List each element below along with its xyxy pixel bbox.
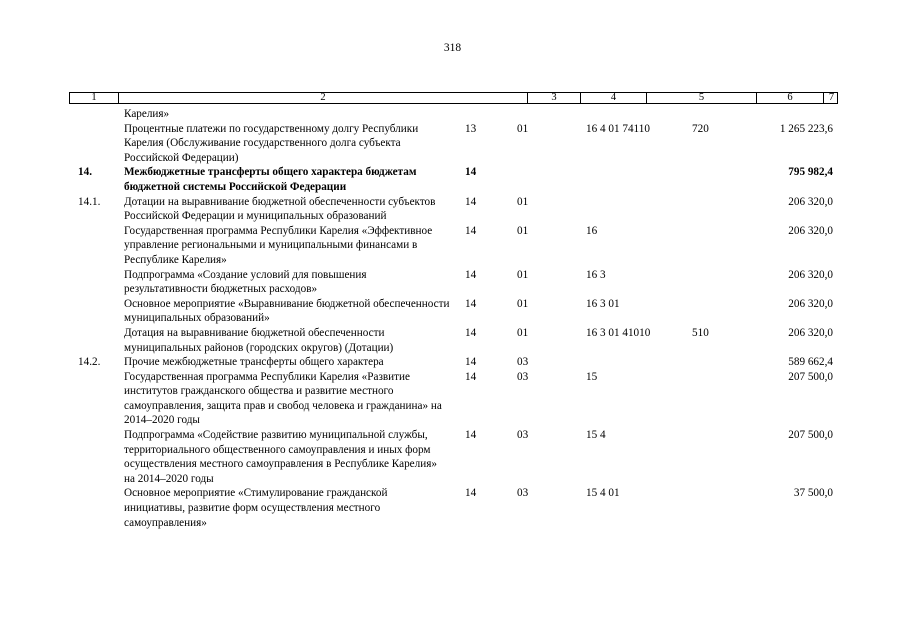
table-row bbox=[0, 355, 905, 370]
table-row bbox=[0, 224, 905, 268]
row-name: Подпрограмма «Создание условий для повышения результативности бюджетных расходов» bbox=[124, 268, 367, 296]
row-name: Государственная программа Республики Карелия «Развитие институтов гражданского общества и развитие местного самоуправления, защита прав и свобод человека и гражданина» на 2014–2020 годы bbox=[124, 370, 442, 427]
amount: 207 500,0 bbox=[788, 370, 833, 383]
section-code: 14 bbox=[465, 224, 477, 237]
subsection-code: 01 bbox=[517, 224, 529, 237]
table-row bbox=[0, 428, 905, 486]
amount: 206 320,0 bbox=[788, 224, 833, 237]
table-header bbox=[69, 92, 838, 104]
page-number: 318 bbox=[443, 42, 462, 54]
header-col-2: 2 bbox=[119, 93, 528, 103]
amount: 589 662,4 bbox=[788, 356, 833, 369]
header-col-1: 1 bbox=[70, 93, 119, 103]
amount: 206 320,0 bbox=[788, 326, 833, 339]
subsection-code: 03 bbox=[517, 356, 529, 369]
amount: 206 320,0 bbox=[788, 195, 833, 208]
subsection-code: 01 bbox=[517, 326, 529, 339]
target-article-code: 16 bbox=[586, 224, 598, 237]
section-code: 14 bbox=[465, 326, 477, 339]
table-row bbox=[0, 297, 905, 326]
subsection-code: 03 bbox=[517, 429, 529, 442]
section-code: 14 bbox=[465, 487, 477, 500]
table-row bbox=[0, 326, 905, 355]
row-number: 14. bbox=[78, 166, 92, 179]
amount: 207 500,0 bbox=[788, 429, 833, 442]
table-row bbox=[0, 195, 905, 224]
expense-type-code: 510 bbox=[692, 326, 709, 339]
row-name: Межбюджетные трансферты общего характера бюджетам бюджетной системы Российской Федерации bbox=[124, 166, 417, 193]
table-row bbox=[0, 122, 905, 166]
target-article-code: 16 4 01 74110 bbox=[586, 122, 650, 135]
row-name: Дотация на выравнивание бюджетной обеспеченности муниципальных районов (городских округов) (Дотации) bbox=[124, 326, 394, 354]
header-col-5: 5 bbox=[647, 93, 757, 103]
target-article-code: 15 4 01 bbox=[586, 487, 620, 500]
section-code: 14 bbox=[465, 429, 477, 442]
section-code: 14 bbox=[465, 370, 477, 383]
amount: 206 320,0 bbox=[788, 297, 833, 310]
row-name: Процентные платежи по государственному долгу Республики Карелия (Обслуживание государственного долга субъекта Российской Федерации) bbox=[124, 122, 419, 164]
row-name: Основное мероприятие «Выравнивание бюджетной обеспеченности муниципальных образований» bbox=[124, 297, 450, 325]
target-article-code: 16 3 bbox=[586, 268, 606, 281]
header-col-7: 7 bbox=[828, 92, 835, 103]
table-row bbox=[0, 268, 905, 297]
amount: 795 982,4 bbox=[788, 166, 833, 179]
target-article-code: 15 bbox=[586, 370, 598, 383]
amount: 37 500,0 bbox=[793, 487, 833, 500]
table-row bbox=[0, 486, 905, 530]
section-code: 14 bbox=[465, 195, 477, 208]
row-name: Прочие межбюджетные трансферты общего характера bbox=[124, 356, 384, 369]
section-code: 13 bbox=[465, 122, 477, 135]
subsection-code: 01 bbox=[517, 195, 529, 208]
row-name: Государственная программа Республики Карелия «Эффективное управление региональными и муниципальными финансами в Республике Карелия» bbox=[124, 224, 433, 266]
row-name: Основное мероприятие «Стимулирование гражданской инициативы, развитие форм осуществления местного самоуправления» bbox=[124, 487, 388, 529]
subsection-code: 03 bbox=[517, 370, 529, 383]
section-code: 14 bbox=[465, 356, 477, 369]
table-row bbox=[0, 370, 905, 428]
table-row bbox=[0, 165, 905, 194]
expense-type-code: 720 bbox=[692, 122, 709, 135]
section-code: 14 bbox=[465, 166, 477, 179]
amount: 1 265 223,6 bbox=[779, 122, 833, 135]
row-number: 14.2. bbox=[78, 356, 101, 369]
row-name: Подпрограмма «Содействие развитию муниципальной службы, территориального общественного самоуправления и иных форм осуществления местного самоуправления в Республике Карелия» на 2014–2020 годы bbox=[124, 429, 437, 485]
header-col-6: 6 bbox=[757, 93, 824, 103]
subsection-code: 01 bbox=[517, 268, 529, 281]
target-article-code: 15 4 bbox=[586, 429, 606, 442]
subsection-code: 01 bbox=[517, 122, 529, 135]
table-body bbox=[0, 107, 905, 530]
amount: 206 320,0 bbox=[788, 268, 833, 281]
subsection-code: 01 bbox=[517, 297, 529, 310]
row-name: Карелия» bbox=[124, 108, 170, 120]
header-col-4: 4 bbox=[581, 93, 647, 103]
row-number: 14.1. bbox=[78, 195, 101, 208]
row-name: Дотации на выравнивание бюджетной обеспеченности субъектов Российской Федерации и муниципальных образований bbox=[124, 195, 436, 223]
section-code: 14 bbox=[465, 268, 477, 281]
subsection-code: 03 bbox=[517, 487, 529, 500]
header-col-3: 3 bbox=[528, 93, 581, 103]
section-code: 14 bbox=[465, 297, 477, 310]
target-article-code: 16 3 01 bbox=[586, 297, 620, 310]
target-article-code: 16 3 01 41010 bbox=[586, 326, 651, 339]
table-row bbox=[0, 107, 905, 122]
